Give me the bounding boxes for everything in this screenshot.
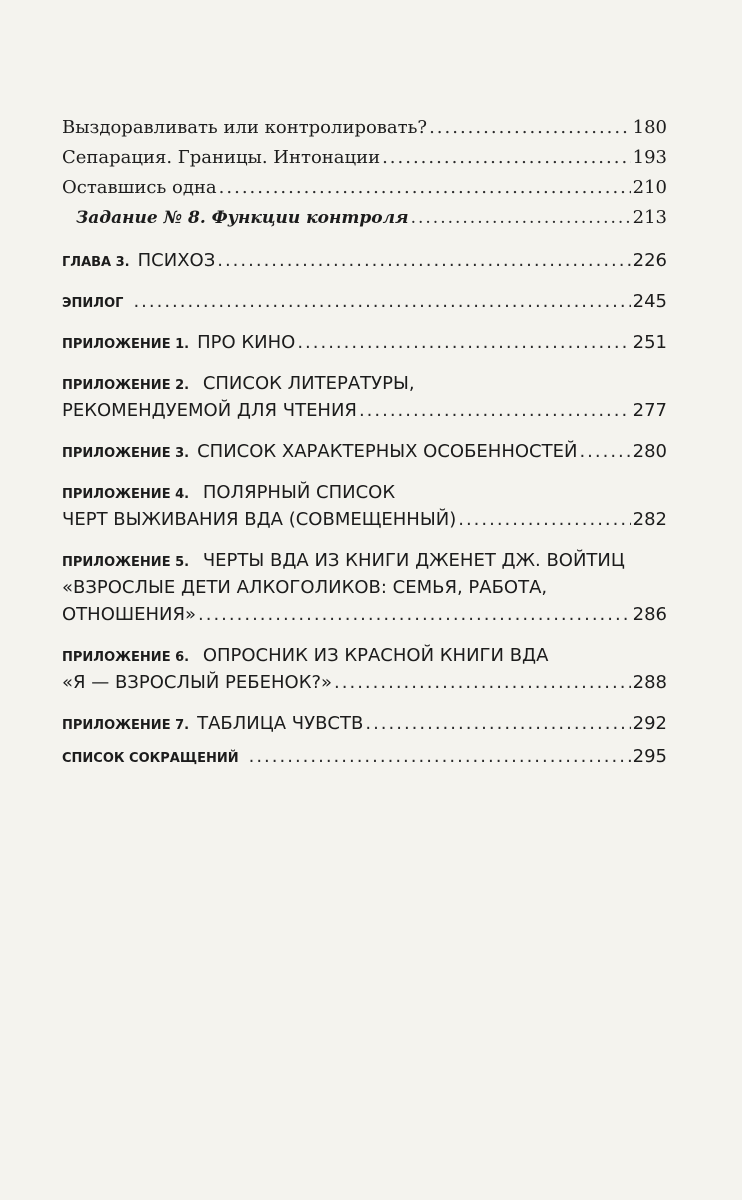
toc-entry-title-line: ЧЕРТ ВЫЖИВАНИЯ ВДА (СОВМЕЩЕННЫЙ)	[62, 509, 457, 530]
dot-leader	[382, 143, 631, 173]
toc-entry-title: Сепарация. Границы. Интонации	[62, 147, 381, 168]
toc-entry-title: ПРО КИНО	[197, 332, 296, 353]
dot-leader	[365, 710, 630, 737]
toc-entry	[62, 173, 667, 203]
toc-appendix-entry	[62, 547, 667, 628]
toc-entry-title-line: ЧЕРТЫ ВДА ИЗ КНИГИ ДЖЕНЕТ ДЖ. ВОЙТИЦ	[202, 550, 625, 571]
toc-entry-label: ПРИЛОЖЕНИЕ 4.	[62, 487, 190, 502]
dot-leader	[429, 113, 631, 143]
toc-entry-title: ТАБЛИЦА ЧУВСТВ	[197, 713, 364, 734]
toc-entry-title: СПИСОК ХАРАКТЕРНЫХ ОСОБЕННОСТЕЙ	[197, 441, 578, 462]
dot-leader	[219, 173, 631, 203]
toc-entry-label: ПРИЛОЖЕНИЕ 1.	[62, 337, 190, 352]
toc-appendix-entry	[62, 370, 667, 424]
toc-appendix-entry	[62, 642, 667, 696]
toc-entry-title: Оставшись одна	[62, 177, 217, 198]
toc-appendix-entry	[62, 329, 667, 356]
toc-entry-title: Выздоравливать или контролировать?	[62, 117, 428, 138]
toc-chapter-entry	[62, 247, 667, 274]
toc-entry-label: ГЛАВА 3.	[62, 255, 130, 270]
toc-entry-title: Задание № 8. Функции контроля	[76, 208, 409, 228]
toc-page-number: 282	[632, 509, 667, 530]
dot-leader	[198, 601, 631, 628]
toc-appendix-entry	[62, 438, 667, 465]
dot-leader	[133, 288, 630, 315]
toc-page-number: 245	[632, 291, 667, 312]
toc-page-number: 210	[632, 177, 667, 198]
table-of-contents	[62, 113, 667, 770]
toc-entry-title-line: ОТНОШЕНИЯ»	[62, 604, 197, 625]
toc-appendix-entry	[62, 479, 667, 533]
toc-entry-title-line: «ВЗРОСЛЫЕ ДЕТИ АЛКОГОЛИКОВ: СЕМЬЯ, РАБОТА,	[62, 577, 548, 598]
dot-leader	[359, 397, 631, 424]
toc-entry-label: ПРИЛОЖЕНИЕ 3.	[62, 446, 190, 461]
toc-page-number: 180	[632, 117, 667, 138]
toc-page-number: 226	[632, 250, 667, 271]
toc-entry-title-line: «Я — ВЗРОСЛЫЙ РЕБЕНОК?»	[62, 672, 333, 693]
toc-entry	[62, 113, 667, 143]
dot-leader	[411, 203, 631, 233]
dot-leader	[297, 329, 630, 356]
toc-page-number: 280	[632, 441, 667, 462]
toc-entry	[62, 143, 667, 173]
toc-task-entry	[62, 203, 667, 233]
toc-entry-label: ЭПИЛОГ	[62, 296, 124, 311]
dot-leader	[458, 506, 630, 533]
toc-page-number: 286	[632, 604, 667, 625]
toc-entry-label: ПРИЛОЖЕНИЕ 6.	[62, 650, 190, 665]
toc-entry-label: ПРИЛОЖЕНИЕ 2.	[62, 378, 190, 393]
toc-abbreviations-entry	[62, 743, 667, 770]
toc-page-number: 295	[632, 746, 667, 767]
dot-leader	[579, 438, 630, 465]
toc-page-number: 277	[632, 400, 667, 421]
toc-entry-title-line: ОПРОСНИК ИЗ КРАСНОЙ КНИГИ ВДА	[202, 645, 549, 666]
toc-entry-title-line: ПОЛЯРНЫЙ СПИСОК	[202, 482, 396, 503]
dot-leader	[334, 669, 631, 696]
toc-page-number: 193	[632, 147, 667, 168]
toc-entry-title: ПСИХОЗ	[137, 250, 216, 271]
toc-entry-title-line: СПИСОК ЛИТЕРАТУРЫ,	[202, 373, 415, 394]
toc-page-number: 292	[632, 713, 667, 734]
toc-entry-label: ПРИЛОЖЕНИЕ 7.	[62, 718, 190, 733]
toc-page-number: 288	[632, 672, 667, 693]
toc-entry-label: ПРИЛОЖЕНИЕ 5.	[62, 555, 190, 570]
dot-leader	[249, 743, 631, 770]
toc-epilogue-entry	[62, 288, 667, 315]
toc-entry-label: СПИСОК СОКРАЩЕНИЙ	[62, 751, 239, 766]
toc-appendix-entry	[62, 710, 667, 737]
toc-page-number: 251	[632, 332, 667, 353]
toc-page-number: 213	[632, 207, 667, 228]
dot-leader	[217, 247, 630, 274]
toc-entry-title-line: РЕКОМЕНДУЕМОЙ ДЛЯ ЧТЕНИЯ	[62, 400, 357, 421]
